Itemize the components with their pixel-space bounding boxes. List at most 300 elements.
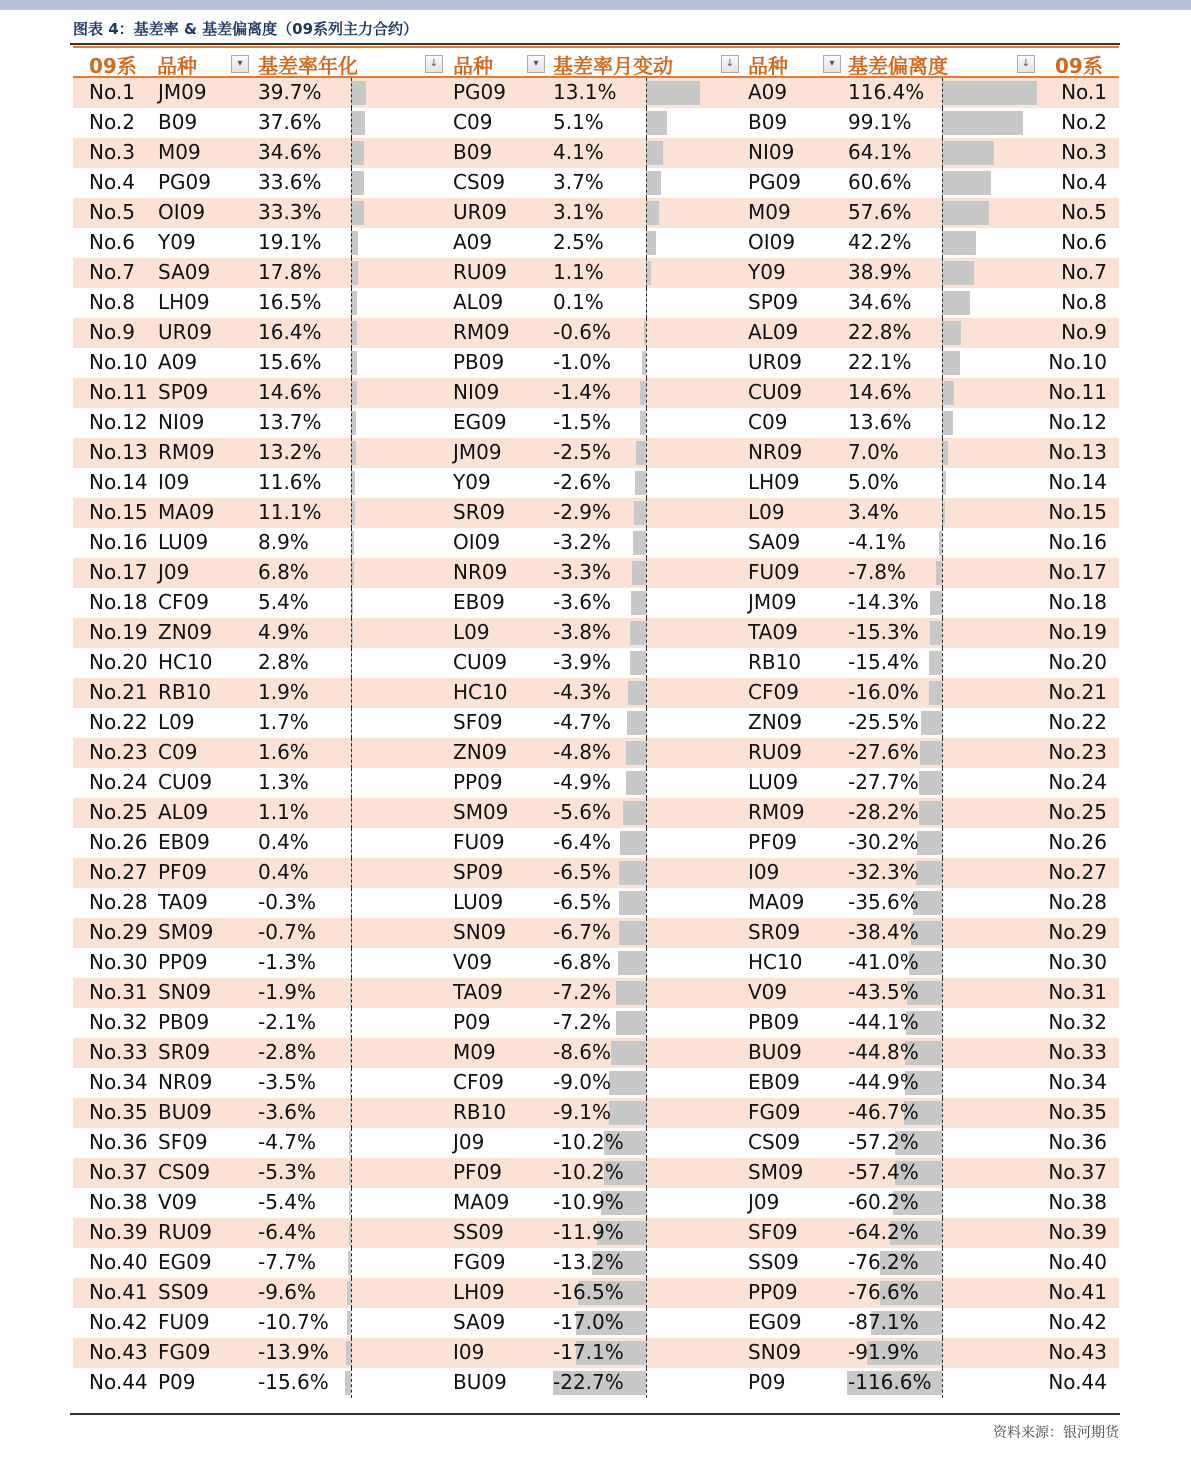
deviation-value: 14.6% [848,380,912,404]
monthly-variety: ZN09 [453,740,508,764]
rank-left: No.23 [89,740,148,764]
monthly-value: -2.5% [553,440,612,464]
annual-value: -3.5% [258,1070,317,1094]
rank-right: No.43 [1048,1340,1107,1364]
deviation-data-bar [942,261,974,285]
rank-right: No.24 [1048,770,1107,794]
monthly-data-bar [632,561,646,585]
annual-variety: I09 [158,470,190,494]
rank-left: No.18 [89,590,148,614]
bar-axis-line [646,288,647,318]
bar-axis-line [646,678,647,708]
bar-axis-line [942,738,943,768]
bar-axis-line [351,258,352,288]
monthly-data-bar [620,831,646,855]
deviation-variety: A09 [748,80,788,104]
monthly-variety: NR09 [453,560,508,584]
bar-axis-line [351,1158,352,1188]
rank-right: No.18 [1048,590,1107,614]
monthly-value: -17.0% [553,1310,624,1334]
monthly-value: -2.6% [553,470,612,494]
rank-left: No.24 [89,770,148,794]
annual-data-bar [351,201,364,225]
bar-axis-line [646,138,647,168]
monthly-value: -4.3% [553,680,612,704]
deviation-variety: AL09 [748,320,799,344]
rank-left: No.27 [89,860,148,884]
monthly-value: -1.4% [553,380,612,404]
bar-axis-line [351,498,352,528]
deviation-value: 22.8% [848,320,912,344]
monthly-value: -7.2% [553,980,612,1004]
top-rule [70,43,1120,45]
header-rank-left: 09系 [89,54,137,78]
rank-right: No.35 [1048,1100,1107,1124]
bar-axis-line [942,258,943,288]
bar-axis-line [646,1038,647,1068]
monthly-value: -7.2% [553,1010,612,1034]
rank-right: No.14 [1048,470,1107,494]
monthly-variety: SR09 [453,500,506,524]
deviation-variety: B09 [748,110,788,134]
bar-axis-line [646,888,647,918]
monthly-variety: SA09 [453,1310,506,1334]
bar-axis-line [351,288,352,318]
annual-data-bar [351,81,366,105]
monthly-variety: SF09 [453,710,503,734]
monthly-value: -0.6% [553,320,612,344]
annual-value: 16.4% [258,320,322,344]
bar-axis-line [942,648,943,678]
bar-axis-line [942,678,943,708]
monthly-value: -2.9% [553,500,612,524]
annual-value: 5.4% [258,590,309,614]
rank-right: No.25 [1048,800,1107,824]
bar-axis-line [646,1008,647,1038]
bar-axis-line [646,168,647,198]
deviation-data-bar [942,111,1023,135]
deviation-data-bar [942,171,991,195]
monthly-data-bar [619,891,646,915]
monthly-variety: RU09 [453,260,507,284]
rank-right: No.21 [1048,680,1107,704]
annual-value: 0.4% [258,830,309,854]
filter-dropdown-icon[interactable]: ▾ [527,55,545,73]
deviation-variety: PG09 [748,170,802,194]
rank-left: No.40 [89,1250,148,1274]
deviation-value: -38.4% [848,920,919,944]
monthly-data-bar [626,741,646,765]
monthly-variety: PB09 [453,350,505,374]
bar-axis-line [646,1218,647,1248]
monthly-value: -10.2% [553,1160,624,1184]
table-header [73,46,1119,78]
bar-axis-line [351,798,352,828]
sort-descending-icon[interactable]: ↓ [1017,55,1035,73]
bar-axis-line [646,1278,647,1308]
monthly-variety: EG09 [453,410,507,434]
annual-variety: FU09 [158,1310,210,1334]
deviation-variety: Y09 [748,260,786,284]
annual-variety: PP09 [158,950,208,974]
rank-left: No.44 [89,1370,148,1394]
bar-axis-line [351,378,352,408]
rank-left: No.36 [89,1130,148,1154]
table-row [73,1248,1119,1278]
rank-right: No.19 [1048,620,1107,644]
deviation-value: -60.2% [848,1190,919,1214]
rank-left: No.43 [89,1340,148,1364]
deviation-value: -16.0% [848,680,919,704]
rank-left: No.2 [89,110,135,134]
deviation-value: 3.4% [848,500,899,524]
annual-variety: PG09 [158,170,212,194]
deviation-variety: SN09 [748,1340,802,1364]
monthly-variety: BU09 [453,1370,507,1394]
deviation-variety: PF09 [748,830,798,854]
table-row [73,858,1119,888]
deviation-value: -4.1% [848,530,907,554]
monthly-variety: Y09 [453,470,491,494]
filter-dropdown-icon[interactable]: ▾ [231,55,249,73]
bar-axis-line [646,408,647,438]
deviation-value: 38.9% [848,260,912,284]
bar-axis-line [351,1008,352,1038]
table-row [73,918,1119,948]
annual-value: 4.9% [258,620,309,644]
monthly-data-bar [646,231,656,255]
table-row [73,648,1119,678]
rank-left: No.32 [89,1010,148,1034]
bar-axis-line [646,798,647,828]
bottom-rule [70,1413,1120,1415]
bar-axis-line [942,528,943,558]
deviation-value: -44.8% [848,1040,919,1064]
annual-value: 1.7% [258,710,309,734]
deviation-value: -43.5% [848,980,919,1004]
monthly-variety: PF09 [453,1160,503,1184]
monthly-variety: A09 [453,230,493,254]
deviation-variety: P09 [748,1370,786,1394]
annual-value: 17.8% [258,260,322,284]
deviation-value: 42.2% [848,230,912,254]
rank-right: No.22 [1048,710,1107,734]
deviation-variety: CF09 [748,680,799,704]
monthly-data-bar [646,111,667,135]
deviation-data-bar [942,321,961,345]
deviation-variety: UR09 [748,350,802,374]
annual-value: 11.6% [258,470,322,494]
deviation-value: 99.1% [848,110,912,134]
header-variety-1: 品种 [157,54,197,78]
deviation-data-bar [942,351,960,375]
monthly-variety: CF09 [453,1070,504,1094]
bar-axis-line [351,1338,352,1368]
table-row [73,378,1119,408]
annual-variety: RB10 [158,680,212,704]
deviation-value: -25.5% [848,710,919,734]
bar-axis-line [351,708,352,738]
annual-variety: FG09 [158,1340,211,1364]
bar-axis-line [646,1098,647,1128]
bar-axis-line [646,1128,647,1158]
deviation-variety: PB09 [748,1010,800,1034]
monthly-variety: JM09 [453,440,502,464]
monthly-variety: L09 [453,620,490,644]
rank-right: No.34 [1048,1070,1107,1094]
annual-variety: UR09 [158,320,212,344]
monthly-value: -3.3% [553,560,612,584]
monthly-data-bar [646,141,663,165]
sort-descending-icon[interactable]: ↓ [425,55,443,73]
bar-axis-line [646,648,647,678]
rank-right: No.26 [1048,830,1107,854]
rank-right: No.41 [1048,1280,1107,1304]
annual-value: -2.1% [258,1010,317,1034]
bar-axis-line [351,468,352,498]
bar-axis-line [646,918,647,948]
deviation-value: -15.3% [848,620,919,644]
deviation-variety: I09 [748,860,780,884]
monthly-data-bar [634,501,646,525]
annual-variety: PF09 [158,860,208,884]
bar-axis-line [942,108,943,138]
annual-variety: SA09 [158,260,211,284]
rank-right: No.44 [1048,1370,1107,1394]
deviation-variety: SR09 [748,920,801,944]
annual-value: 19.1% [258,230,322,254]
table-row [73,198,1119,228]
annual-value: -6.4% [258,1220,317,1244]
annual-value: 33.6% [258,170,322,194]
deviation-data-bar [916,861,942,885]
monthly-variety: P09 [453,1010,491,1034]
bar-axis-line [351,738,352,768]
filter-dropdown-icon[interactable]: ▾ [823,55,841,73]
annual-variety: J09 [158,560,190,584]
bar-axis-line [646,738,647,768]
bar-axis-line [942,618,943,648]
bar-axis-line [646,708,647,738]
deviation-data-bar [942,81,1037,105]
bar-axis-line [646,528,647,558]
table-row [73,168,1119,198]
bar-axis-line [646,768,647,798]
monthly-value: -6.5% [553,860,612,884]
bar-axis-line [942,288,943,318]
bar-axis-line [646,348,647,378]
rank-right: No.8 [1061,290,1107,314]
monthly-variety: AL09 [453,290,504,314]
bar-axis-line [942,888,943,918]
deviation-data-bar [942,381,954,405]
bar-axis-line [351,588,352,618]
annual-variety: CF09 [158,590,209,614]
rank-right: No.37 [1048,1160,1107,1184]
bar-axis-line [351,168,352,198]
bar-axis-line [646,1308,647,1338]
deviation-data-bar [942,201,989,225]
deviation-data-bar [919,771,942,795]
bar-axis-line [351,348,352,378]
deviation-value: 64.1% [848,140,912,164]
rank-left: No.41 [89,1280,148,1304]
bar-axis-line [942,768,943,798]
annual-value: -10.7% [258,1310,329,1334]
bar-axis-line [646,948,647,978]
annual-data-bar [351,111,365,135]
header-deviation: 基差偏离度 [848,54,948,78]
annual-variety: RU09 [158,1220,212,1244]
deviation-variety: SM09 [748,1160,804,1184]
bar-axis-line [942,1008,943,1038]
monthly-data-bar [619,861,646,885]
deviation-variety: RU09 [748,740,802,764]
bar-axis-line [942,498,943,528]
deviation-variety: CS09 [748,1130,801,1154]
rank-right: No.27 [1048,860,1107,884]
table-row [73,228,1119,258]
bar-axis-line [942,198,943,228]
monthly-value: 13.1% [553,80,617,104]
rank-right: No.16 [1048,530,1107,554]
deviation-value: 22.1% [848,350,912,374]
deviation-data-bar [929,681,942,705]
monthly-value: -10.2% [553,1130,624,1154]
monthly-variety: SN09 [453,920,507,944]
deviation-value: -57.4% [848,1160,919,1184]
annual-variety: Y09 [158,230,196,254]
deviation-variety: M09 [748,200,791,224]
annual-variety: SS09 [158,1280,209,1304]
bar-axis-line [646,558,647,588]
table-row [73,888,1119,918]
deviation-value: -44.9% [848,1070,919,1094]
bar-axis-line [942,378,943,408]
rank-left: No.3 [89,140,135,164]
bar-axis-line [942,1368,943,1398]
annual-variety: SN09 [158,980,212,1004]
annual-variety: NR09 [158,1070,213,1094]
rank-left: No.20 [89,650,148,674]
annual-variety: V09 [158,1190,198,1214]
bar-axis-line [351,1038,352,1068]
bar-axis-line [351,1128,352,1158]
rank-right: No.30 [1048,950,1107,974]
annual-variety: LH09 [158,290,210,314]
rank-left: No.29 [89,920,148,944]
deviation-data-bar [930,591,942,615]
rank-right: No.1 [1061,80,1107,104]
monthly-variety: UR09 [453,200,507,224]
annual-variety: B09 [158,110,198,134]
rank-left: No.5 [89,200,135,224]
monthly-data-bar [630,651,646,675]
annual-variety: L09 [158,710,195,734]
bar-axis-line [646,498,647,528]
rank-right: No.4 [1061,170,1107,194]
deviation-variety: CU09 [748,380,803,404]
table-row [73,1368,1119,1398]
bar-axis-line [351,408,352,438]
deviation-value: 13.6% [848,410,912,434]
monthly-variety: SP09 [453,860,504,884]
annual-value: 39.7% [258,80,322,104]
rank-right: No.39 [1048,1220,1107,1244]
header-variety-2: 品种 [453,54,493,78]
bar-axis-line [942,408,943,438]
deviation-variety: FU09 [748,560,800,584]
deviation-value: 5.0% [848,470,899,494]
bar-axis-line [942,168,943,198]
monthly-variety: HC10 [453,680,508,704]
annual-variety: MA09 [158,500,215,524]
monthly-variety: FG09 [453,1250,506,1274]
annual-value: -5.3% [258,1160,317,1184]
rank-left: No.38 [89,1190,148,1214]
monthly-value: -1.0% [553,350,612,374]
monthly-data-bar [626,771,646,795]
rank-right: No.9 [1061,320,1107,344]
rank-left: No.26 [89,830,148,854]
annual-value: 1.6% [258,740,309,764]
deviation-data-bar [930,621,942,645]
deviation-variety: V09 [748,980,788,1004]
annual-value: -1.9% [258,980,317,1004]
bar-axis-line [351,198,352,228]
table-row [73,978,1119,1008]
table-row [73,1188,1119,1218]
table-row [73,138,1119,168]
bar-axis-line [351,228,352,258]
bar-axis-line [646,858,647,888]
annual-value: 13.2% [258,440,322,464]
monthly-value: 3.1% [553,200,604,224]
rank-right: No.5 [1061,200,1107,224]
monthly-variety: NI09 [453,380,500,404]
monthly-data-bar [636,441,646,465]
rank-left: No.9 [89,320,135,344]
rank-left: No.30 [89,950,148,974]
table-row [73,708,1119,738]
annual-value: 1.9% [258,680,309,704]
deviation-data-bar [921,711,942,735]
bar-axis-line [942,1038,943,1068]
table-row [73,1128,1119,1158]
table-row [73,1278,1119,1308]
bar-axis-line [942,1188,943,1218]
annual-value: -3.6% [258,1100,317,1124]
bar-axis-line [351,318,352,348]
rank-left: No.1 [89,80,135,104]
deviation-value: -116.6% [848,1370,932,1394]
bar-axis-line [646,108,647,138]
annual-variety: EB09 [158,830,210,854]
annual-variety: AL09 [158,800,209,824]
bar-axis-line [351,438,352,468]
rank-right: No.33 [1048,1040,1107,1064]
bar-axis-line [646,1158,647,1188]
sort-descending-icon[interactable]: ↓ [721,55,739,73]
monthly-data-bar [623,801,646,825]
deviation-variety: EB09 [748,1070,800,1094]
table-row [73,348,1119,378]
monthly-value: -6.5% [553,890,612,914]
monthly-value: -3.8% [553,620,612,644]
deviation-variety: SP09 [748,290,799,314]
monthly-variety: J09 [453,1130,485,1154]
bar-axis-line [942,438,943,468]
